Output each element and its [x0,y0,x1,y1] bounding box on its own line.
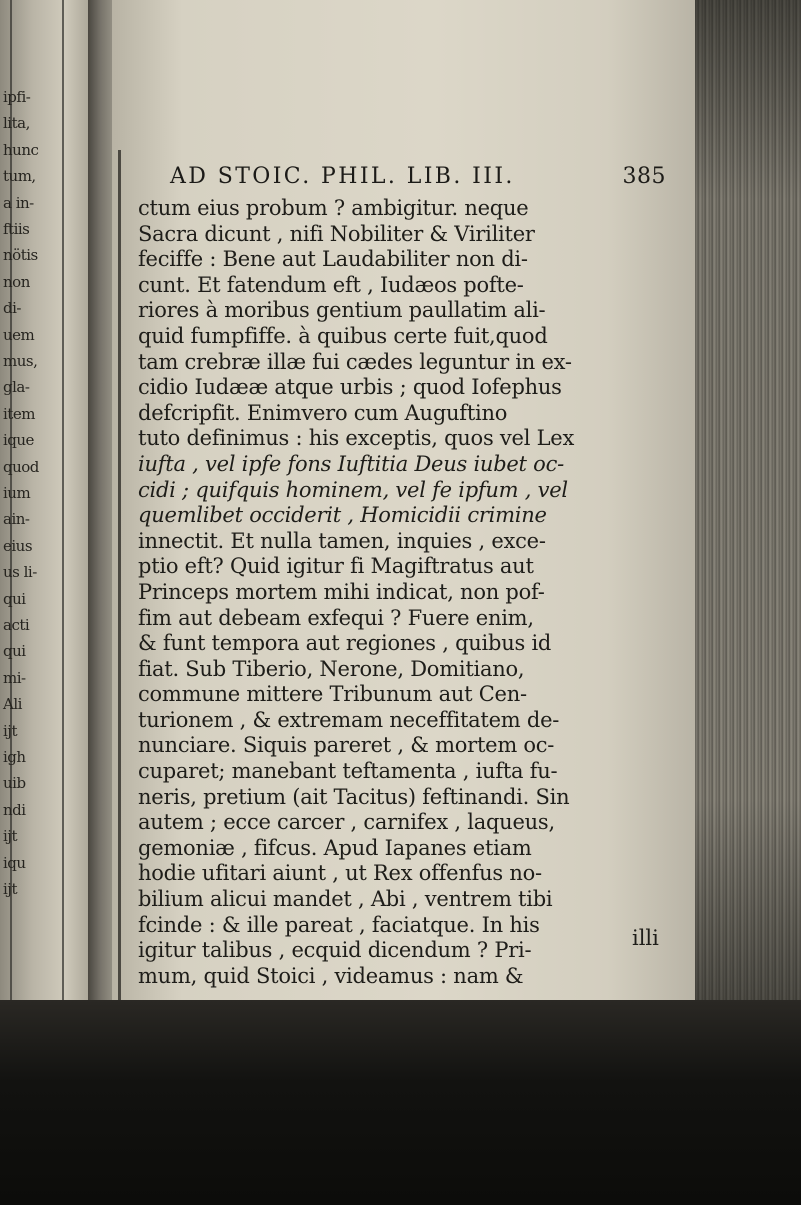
text-line: cunt. Et fatendum eft , Iudæos pofte- [138,272,524,297]
text-line: nunciare. Siquis pareret , & mortem oc- [138,733,555,758]
left-page-fragment: tum, [3,167,36,186]
text-line: & funt tempora aut regiones , quibus id [138,631,552,656]
left-page-fragment: gla- [3,378,30,397]
left-page-fragment: ique [3,431,34,450]
text-line: ctum eius probum ? ambigitur. neque [138,196,529,220]
text-line: cidio Iudææ atque urbis ; quod Iofephus [138,375,562,400]
left-page-fragment: ijt [3,880,17,898]
left-page-fragment: item [3,404,35,423]
left-page-fragment: us li- [3,563,37,582]
text-line: innectit. Et nulla tamen, inquies , exce- [138,528,546,553]
left-page-fragment: ain- [3,510,30,529]
left-page-fragment: nötis [3,246,38,265]
left-page-fragment: hunc [3,140,39,159]
left-page-fragment: mi- [3,668,26,687]
left-page-fragment: igh [3,748,26,766]
text-line: quemlibet occiderit , Homicidii crimine [138,503,547,528]
running-header [170,164,670,194]
text-line: mum, quid Stoici , videamus : nam & [138,963,524,988]
text-line: bilium alicui mandet , Abi , ventrem tibi [138,887,553,912]
left-page-rule-inner [62,0,64,1000]
left-page-fragment: uem [3,325,35,344]
left-page-fragment: qui [3,642,26,661]
left-page-fragment: Ali [3,695,22,714]
left-page-fragment: a in- [3,193,34,212]
main-page [112,0,695,1000]
left-page-fragment: uib [3,774,26,793]
text-line: fim aut debeam exfequi ? Fuere enim, [138,605,534,630]
text-line: fcinde : & ille pareat , faciatque. In his [138,912,540,937]
catchword: illi [632,926,659,950]
text-line: Sacra dicunt , nifi Nobiliter & Viriliter [138,221,535,246]
text-line: turionem , & extremam neceffitatem de- [138,707,560,732]
text-line: tam crebræ illæ fui cædes leguntur in ex- [138,349,572,374]
left-page-fragment: ftiis [3,220,30,238]
left-page-fragment: ijt [3,827,17,846]
left-page-fragment: qui [3,589,26,608]
body-text [138,196,686,989]
left-page-fragment: ndi [3,800,26,819]
left-page-fragment: ijt [3,721,17,740]
left-facing-page [0,0,92,1000]
text-line: igitur talibus , ecquid dicendum ? Pri- [138,938,532,963]
text-line: commune mittere Tribunum aut Cen- [138,682,527,707]
left-page-fragment: non [3,272,30,291]
right-page-edges [695,0,801,1000]
text-line: fiat. Sub Tiberio, Nerone, Domitiano, [138,656,525,681]
text-line: neris, pretium (ait Tacitus) feftinandi. Sin [138,784,570,809]
text-line: cuparet; manebant teftamenta , iufta fu- [138,759,558,784]
text-line: defcripfit. Enimvero cum Auguftino [138,400,508,425]
text-line: tuto definimus : his exceptis, quos vel Lex [138,426,575,451]
text-line: quid fumpfiffe. à quibus certe fuit,quod [138,323,548,348]
left-page-fragment: ipfi- [3,88,31,106]
text-line: cidi ; quifquis hominem, vel fe ipfum , vel [138,477,568,502]
header-title: AD STOIC. PHIL. LIB. III. [170,164,515,189]
left-page-fragment: lita, [3,114,30,133]
left-page-fragment: mus, [3,352,38,370]
scan-background-bottom [0,1000,801,1205]
left-page-fragment: acti [3,616,30,634]
page-number: 385 [622,164,666,189]
text-line: gemoniæ , fifcus. Apud Iapanes etiam [138,835,532,860]
left-page-fragment: iqu [3,853,26,872]
left-page-fragment: quod [3,457,39,476]
text-line: Princeps mortem mihi indicat, non pof- [138,579,545,604]
text-line: ptio eft? Quid igitur fi Magiftratus aut [138,554,534,579]
text-line: autem ; ecce carcer , carnifex , laqueus, [138,810,555,835]
left-page-fragment: eius [3,536,33,555]
text-line: riores à moribus gentium paullatim ali- [138,298,546,323]
left-page-fragment: di- [3,299,21,318]
text-line: hodie ufitari aiunt , ut Rex offenfus no- [138,861,542,886]
page-margin-rule [118,150,121,1000]
text-line: feciffe : Bene aut Laudabiliter non di- [138,247,528,272]
left-page-fragment: ium [3,484,31,502]
text-line: iufta , vel ipfe fons Iuftitia Deus iubet oc- [138,451,564,476]
